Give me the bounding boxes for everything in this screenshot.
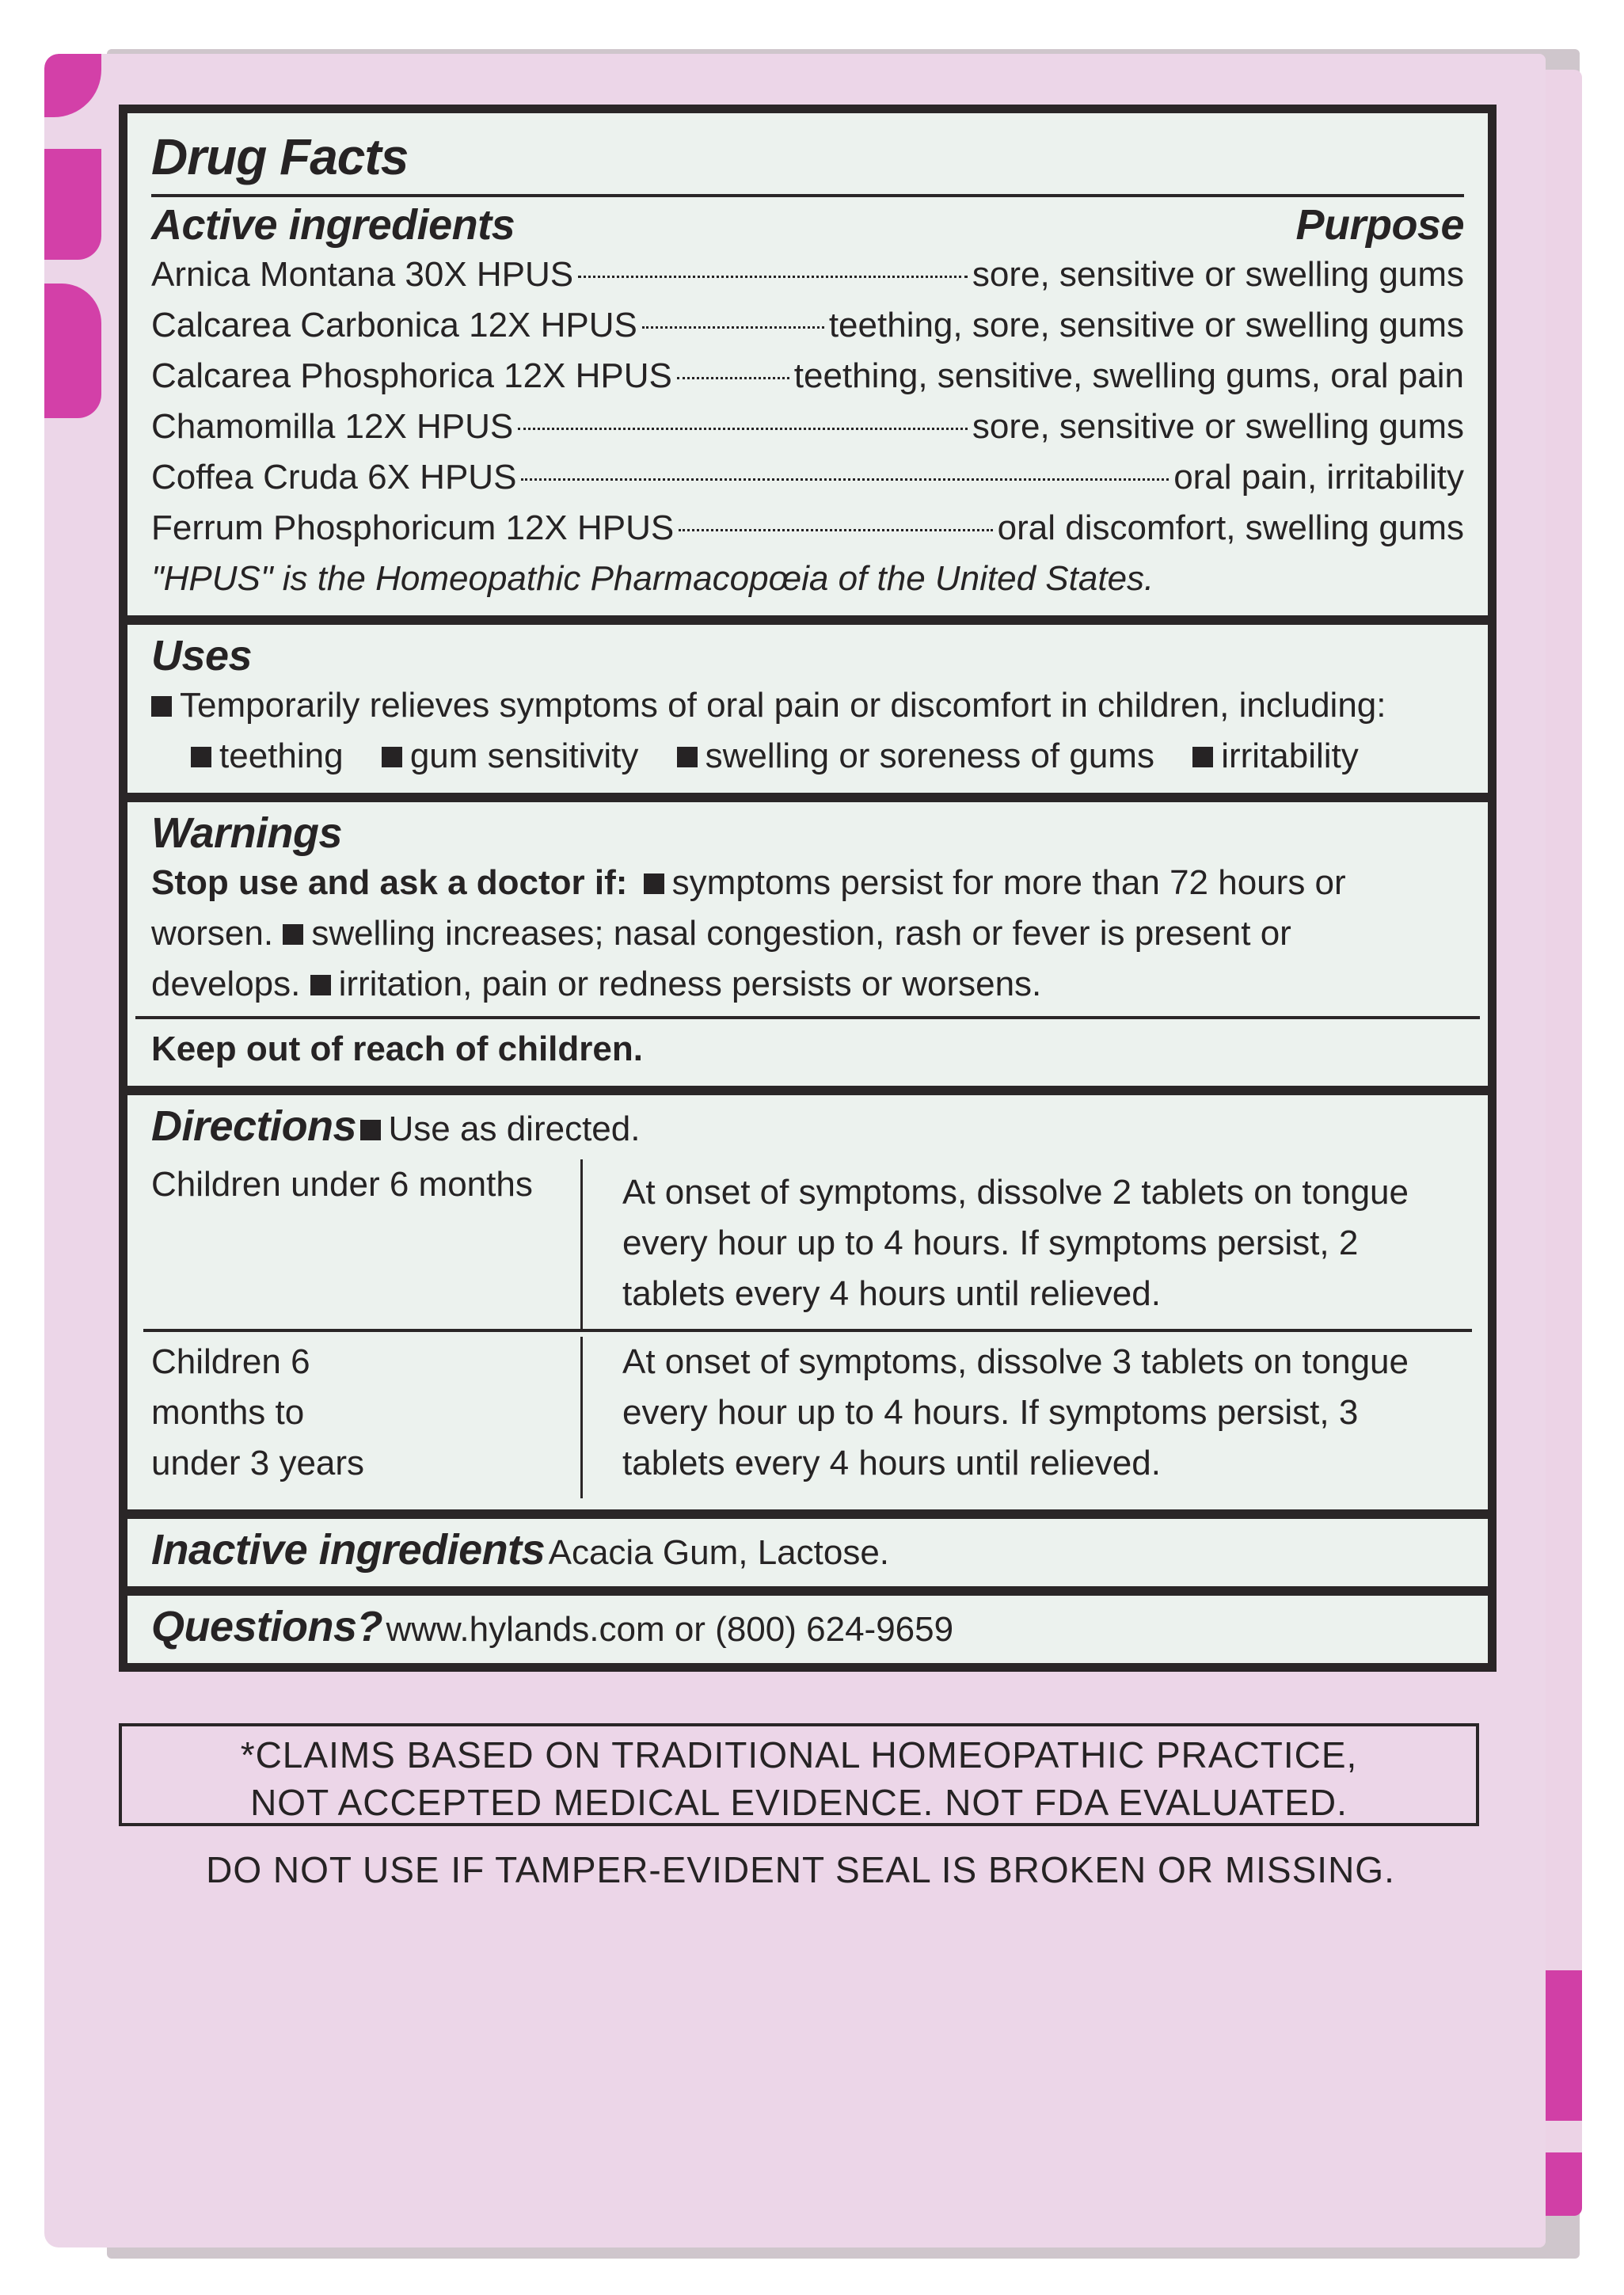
questions-section xyxy=(127,1586,1488,1663)
directions-table xyxy=(151,1159,1464,1498)
ingredient-name: Calcarea Phosphorica 12X HPUS xyxy=(151,356,672,395)
ingredient-purpose: sore, sensitive or swelling gums xyxy=(972,255,1464,294)
active-ingredients-section xyxy=(127,113,1488,615)
directions-dose-cell: At onset of symptoms, dissolve 2 tablets on tongue every hour up to 4 hours. If symptoms persist, 2 tablets every 4 hours until relieved. xyxy=(622,1173,1409,1313)
magenta-stripe xyxy=(44,149,101,260)
questions-contact: www.hylands.com or (800) 624-9659 xyxy=(386,1610,954,1649)
inactive-ingredients-section xyxy=(127,1509,1488,1586)
ingredient-row xyxy=(151,300,1464,351)
warning-item: symptoms persist for more than 72 hours or worsen. xyxy=(151,863,1346,953)
ingredient-name: Arnica Montana 30X HPUS xyxy=(151,255,574,294)
bullet-square-icon xyxy=(151,696,172,717)
bullet-square-icon xyxy=(191,747,211,767)
warning-item: swelling increases; nasal congestion, rash or fever is present or develops. xyxy=(151,914,1291,1003)
ingredient-row xyxy=(151,402,1464,452)
drug-facts-label xyxy=(119,105,1497,1672)
uses-item: swelling or soreness of gums xyxy=(705,736,1154,775)
ingredient-row xyxy=(151,503,1464,554)
bullet-square-icon xyxy=(1192,747,1213,767)
uses-heading: Uses xyxy=(151,632,253,679)
ingredient-row xyxy=(151,452,1464,503)
claims-line: NOT ACCEPTED MEDICAL EVIDENCE. NOT FDA EVALUATED. xyxy=(250,1782,1348,1823)
keep-out-of-reach: Keep out of reach of children. xyxy=(151,1030,643,1068)
stop-use-label: Stop use and ask a doctor if: xyxy=(151,863,628,902)
purpose-heading: Purpose xyxy=(1295,201,1464,249)
warning-item: irritation, pain or redness persists or worsens. xyxy=(338,965,1042,1003)
claims-line: *CLAIMS BASED ON TRADITIONAL HOMEOPATHIC PRACTICE, xyxy=(240,1734,1358,1775)
uses-item: teething xyxy=(219,736,344,775)
uses-section xyxy=(127,615,1488,793)
bullet-square-icon xyxy=(382,747,402,767)
uses-item: gum sensitivity xyxy=(409,736,639,775)
ingredient-row xyxy=(151,249,1464,300)
bullet-square-icon xyxy=(310,975,331,995)
divider xyxy=(151,194,1464,197)
warnings-section xyxy=(127,793,1488,1086)
ingredient-purpose: teething, sensitive, swelling gums, oral pain xyxy=(793,356,1464,395)
directions-intro: Use as directed. xyxy=(388,1109,641,1148)
bullet-square-icon xyxy=(360,1120,381,1140)
ingredient-purpose: oral discomfort, swelling gums xyxy=(997,508,1464,547)
ingredient-purpose: sore, sensitive or swelling gums xyxy=(972,407,1464,446)
magenta-stripe xyxy=(1546,2152,1582,2216)
divider xyxy=(143,1329,1472,1332)
uses-item: irritability xyxy=(1221,736,1359,775)
directions-age-cell: Children under 6 months xyxy=(151,1159,583,1329)
ingredient-name: Chamomilla 12X HPUS xyxy=(151,407,514,446)
directions-heading: Directions xyxy=(151,1102,357,1150)
ingredient-row xyxy=(151,351,1464,402)
drug-facts-title: Drug Facts xyxy=(151,128,409,185)
bullet-square-icon xyxy=(644,873,664,894)
ingredient-purpose: teething, sore, sensitive or swelling gums xyxy=(828,306,1464,344)
ingredient-name: Ferrum Phosphoricum 12X HPUS xyxy=(151,508,675,547)
divider xyxy=(135,1016,1480,1019)
tamper-notice: DO NOT USE IF TAMPER-EVIDENT SEAL IS BROKEN OR MISSING. xyxy=(206,1849,1395,1890)
inactive-ingredients-heading: Inactive ingredients xyxy=(151,1526,546,1574)
box-side-panel xyxy=(1544,70,1582,2216)
magenta-stripe xyxy=(1546,1970,1582,2121)
uses-main-text: Temporarily relieves symptoms of oral pain or discomfort in children, including: xyxy=(180,686,1386,725)
magenta-stripe xyxy=(44,54,101,117)
bullet-square-icon xyxy=(283,924,303,945)
ingredient-name: Calcarea Carbonica 12X HPUS xyxy=(151,306,637,344)
active-ingredients-heading: Active ingredients xyxy=(151,201,515,249)
claims-disclaimer-box xyxy=(119,1723,1479,1826)
hpus-footnote: "HPUS" is the Homeopathic Pharmacopœia of the United States. xyxy=(151,559,1154,598)
directions-age-cell: Children 6 months to under 3 years xyxy=(151,1337,583,1498)
magenta-stripe xyxy=(44,284,101,418)
bullet-square-icon xyxy=(677,747,698,767)
directions-dose-cell: At onset of symptoms, dissolve 3 tablets on tongue every hour up to 4 hours. If symptoms persist, 3 tablets every 4 hours until relieved. xyxy=(622,1342,1409,1482)
ingredient-purpose: oral pain, irritability xyxy=(1173,458,1464,497)
questions-heading: Questions? xyxy=(151,1603,383,1650)
directions-section xyxy=(127,1086,1488,1509)
inactive-ingredients-text: Acacia Gum, Lactose. xyxy=(548,1533,890,1572)
ingredient-name: Coffea Cruda 6X HPUS xyxy=(151,458,517,497)
warnings-heading: Warnings xyxy=(151,809,343,857)
